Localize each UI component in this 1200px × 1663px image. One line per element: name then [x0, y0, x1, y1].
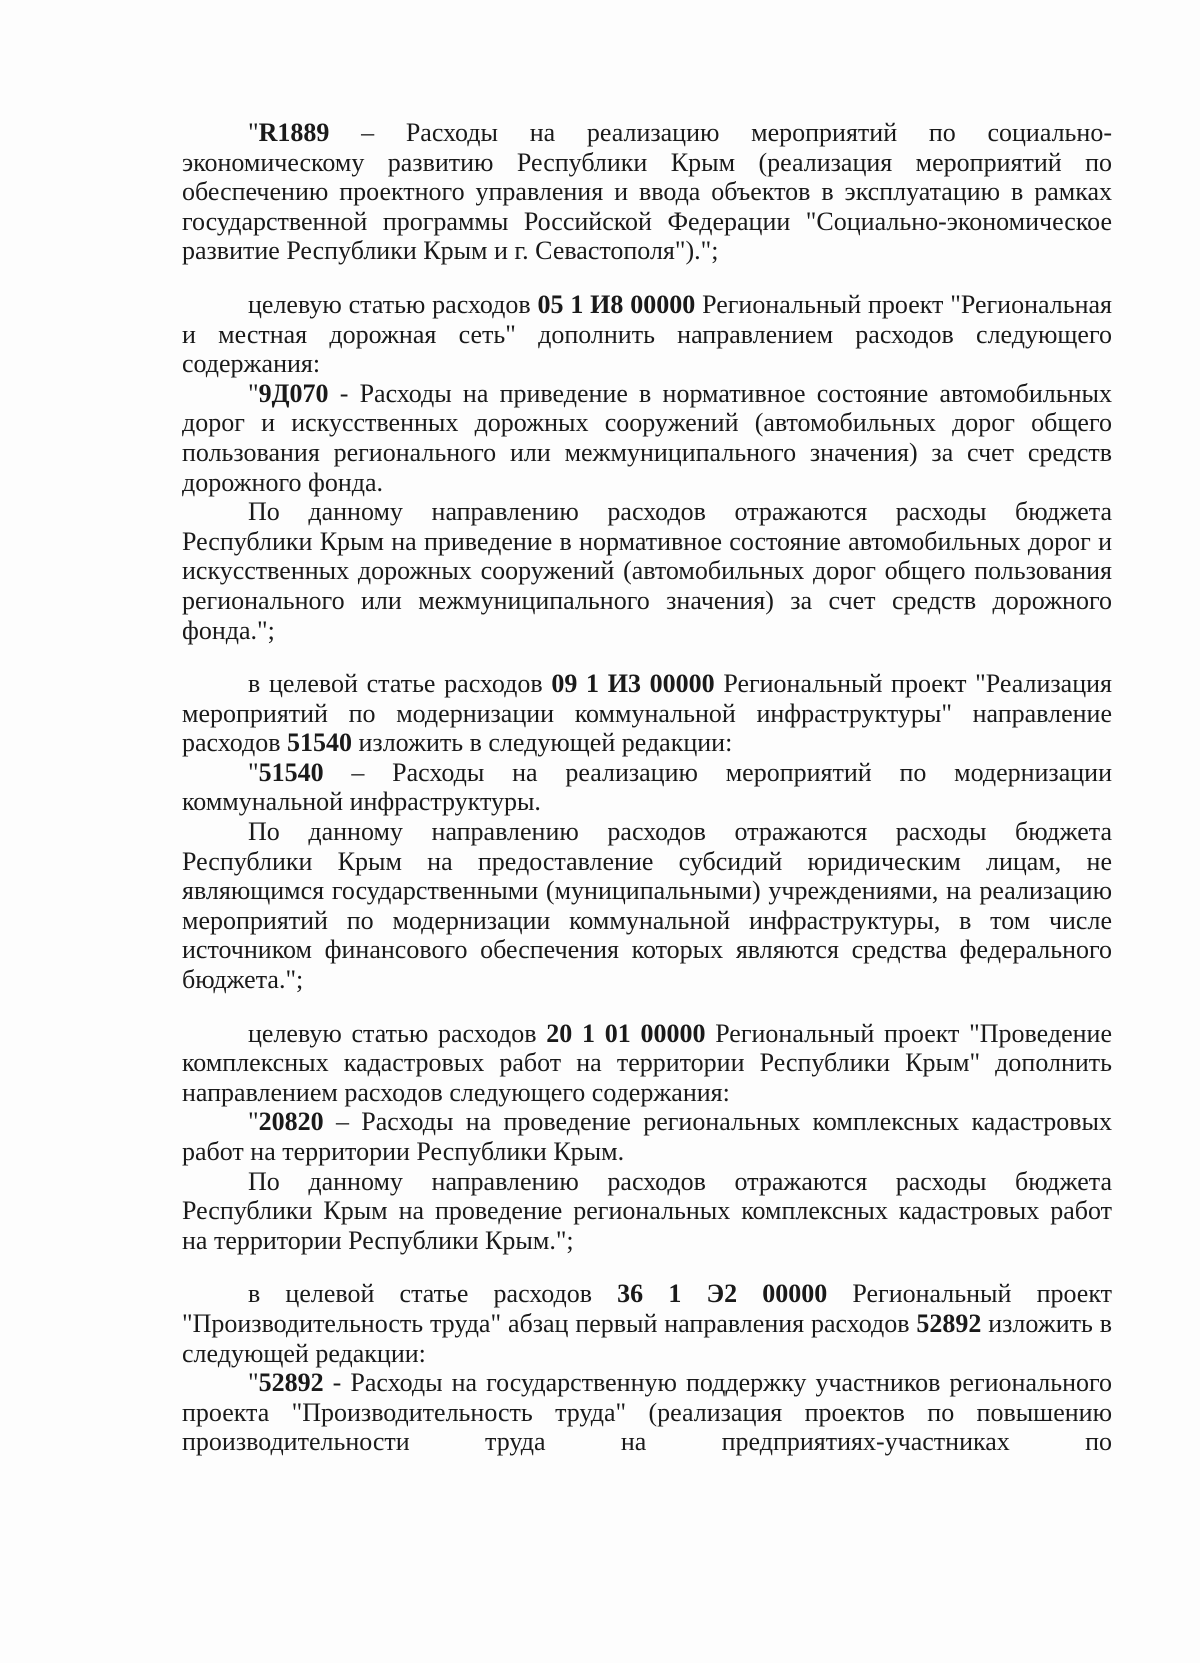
code-36-1-e2: 36 1 Э2 00000 — [617, 1279, 828, 1309]
paragraph-52892: "52892 - Расходы на государственную поддержку участников регионального проекта "Производительность труда" (реализация проектов по повышению производительности труда на предприятиях-участниках по — [182, 1368, 1112, 1457]
code-20820: 20820 — [258, 1107, 324, 1137]
paragraph-r1889: "R1889 – Расходы на реализацию мероприятий по социально-экономическому развитию Республики Крым (реализация мероприятий по обеспечению проектного управления и ввода объектов в эксплуатацию в рамках государственной программы Российской Федерации "Социально-экономическое развитие Республики Крым и г. Севастополя")."; — [182, 118, 1112, 266]
paragraph-target-36-1-e2: в целевой статье расходов 36 1 Э2 00000 Региональный проект "Производительность труда" абзац первый направления расходов 52892 изложить в следующей редакции: — [182, 1279, 1112, 1368]
paragraph-target-05-1-i8: целевую статью расходов 05 1 И8 00000 Региональный проект "Региональная и местная дорожная сеть" дополнить направлением расходов следующего содержания: — [182, 289, 1112, 379]
code-52892: 52892 — [258, 1368, 324, 1398]
code-20-1-01: 20 1 01 00000 — [546, 1018, 706, 1048]
paragraph-20820-description: По данному направлению расходов отражаются расходы бюджета Республики Крым на проведение региональных комплексных кадастровых работ на территории Республики Крым."; — [182, 1166, 1112, 1255]
code-r1889: R1889 — [258, 118, 330, 147]
paragraph-9d070-description: По данному направлению расходов отражаются расходы бюджета Республики Крым на приведение в нормативное состояние автомобильных дорог и искусственных дорожных сооружений (автомобильных дорог общего пользования регионального или межмуниципального значения) за счет средств дорожного фонда."; — [182, 497, 1112, 645]
code-52892-ref: 52892 — [916, 1308, 982, 1338]
code-51540: 51540 — [258, 757, 324, 787]
code-05-1-i8: 05 1 И8 00000 — [537, 289, 696, 319]
code-9d070: 9Д070 — [258, 378, 329, 408]
document-body — [182, 118, 1112, 1457]
paragraph-20820: "20820 – Расходы на проведение региональных комплексных кадастровых работ на территории Республики Крым. — [182, 1107, 1112, 1166]
paragraph-target-09-1-i3: в целевой статье расходов 09 1 И3 00000 Региональный проект "Реализация мероприятий по модернизации коммунальной инфраструктуры" направление расходов 51540 изложить в следующей редакции: — [182, 669, 1113, 758]
paragraph-51540: "51540 – Расходы на реализацию мероприятий по модернизации коммунальной инфраструктуры. — [182, 757, 1112, 817]
paragraph-9d070: "9Д070 - Расходы на приведение в нормативное состояние автомобильных дорог и искусственных дорожных сооружений (автомобильных дорог общего пользования регионального или межмуниципального значения) за счет средств дорожного фонда. — [182, 378, 1112, 497]
paragraph-51540-description: По данному направлению расходов отражаются расходы бюджета Республики Крым на предоставление субсидий юридическим лицам, не являющимся государственными (муниципальными) учреждениями, на реализацию мероприятий по модернизации коммунальной инфраструктуры, в том числе источником финансового обеспечения которых являются средства федерального бюджета."; — [182, 817, 1112, 995]
code-51540-ref: 51540 — [287, 728, 353, 758]
code-09-1-i3: 09 1 И3 00000 — [551, 669, 715, 699]
paragraph-target-20-1-01: целевую статью расходов 20 1 01 00000 Региональный проект "Проведение комплексных кадастровых работ на территории Республики Крым" дополнить направлением расходов следующего содержания: — [182, 1018, 1112, 1107]
